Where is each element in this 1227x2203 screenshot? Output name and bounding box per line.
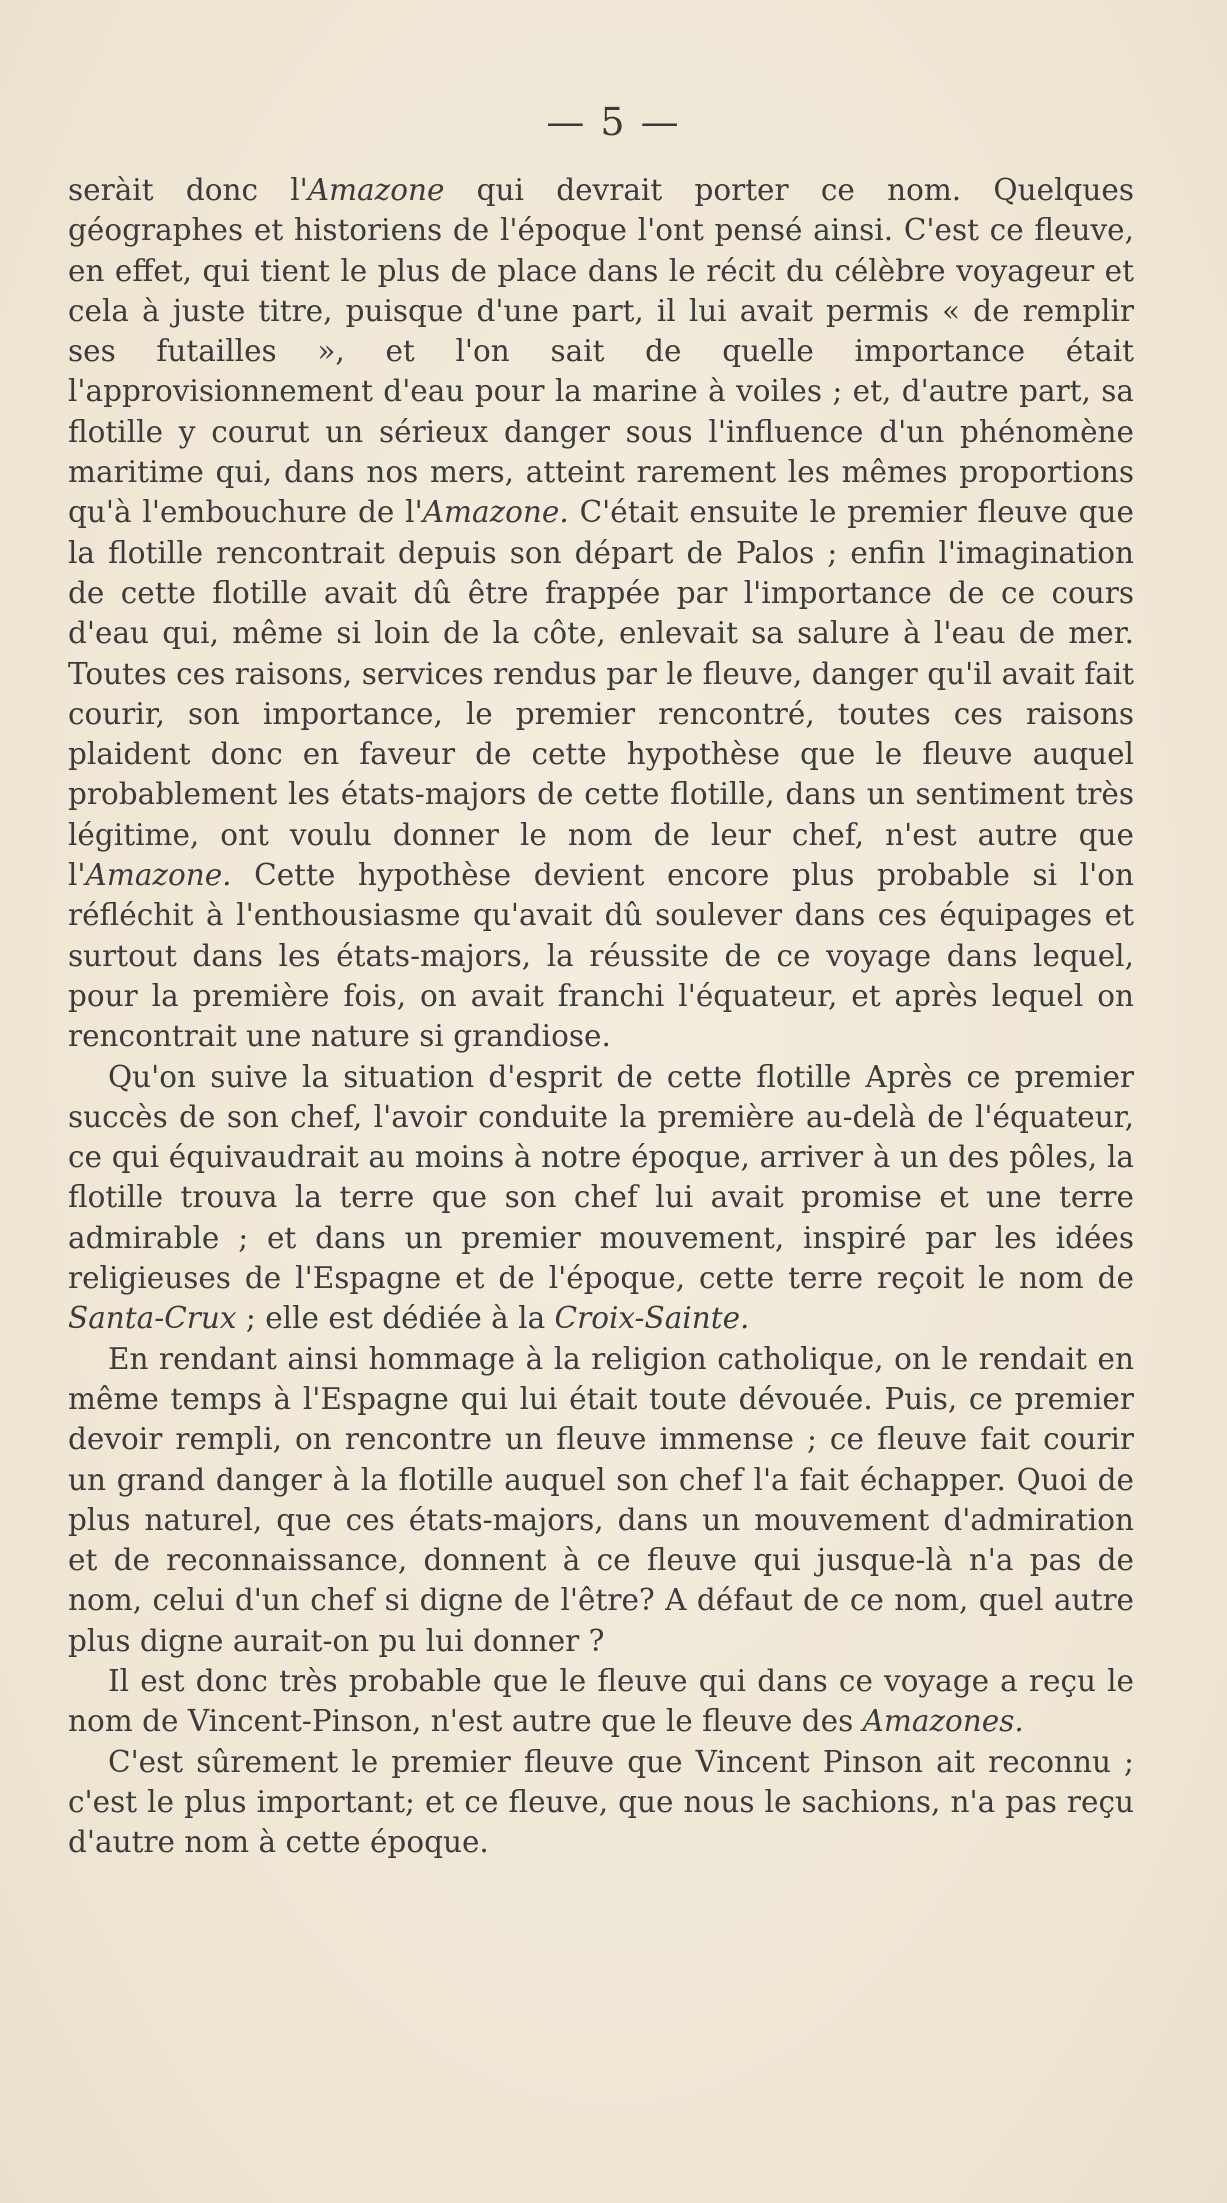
body-text (68, 170, 1134, 1862)
paragraph-3-segment-1: En rendant ainsi hommage à la religion catholique, on le rendait en même temps à l'Espagne qui lui était toute dévouée. Puis, ce premier devoir rempli, on rencontre un fleuve immense ; ce fleuve fait courir un grand danger à la flotille auquel son chef l'a fait échapper. Quoi de plus naturel, que ces états-majors, dans un mouvement d'admiration et de reconnaissance, donnent à ce fleuve qui jusque-là n'a pas de nom, celui d'un chef si digne de l'être? A défaut de ce nom, quel autre plus digne aurait-on pu lui donner ? (68, 1341, 1134, 1658)
paragraph-1-segment-3: qui devrait porter ce nom. Quelques géographes et historiens de l'époque l'ont pensé ainsi. C'est ce fleuve, en effet, qui tient le plus de place dans le récit du célèbre voyageur et cela à juste titre, puisque d'une part, il lui avait permis « de remplir ses futailles », et l'on sait de quelle importance était l'approvisionnement d'eau pour la marine à voiles ; et, d'autre part, sa flotille y courut un sérieux danger sous l'influence d'un phénomène maritime qui, dans nos mers, atteint rarement les mêmes proportions qu'à l'embouchure de l' (68, 173, 1134, 530)
paragraph-1-segment-1: seràit donc l' (68, 173, 308, 207)
paragraph-2 (68, 1057, 1134, 1339)
paragraph-1-segment-4: Amazone. (422, 495, 569, 530)
paragraph-2-segment-3: ; elle est dédiée à la (236, 1301, 555, 1336)
paragraph-4-segment-2: Amazones. (862, 1704, 1024, 1739)
paragraph-1-segment-5: C'était ensuite le premier fleuve que la flotille rencontrait depuis son départ de Palos ; enfin l'imagination de cette flotille avait dû être frappée par l'importance de ce cours d'eau qui, même si loin de la côte, enlevait sa salure à l'eau de mer. Toutes ces raisons, services rendus par le fleuve, danger qu'il avait fait courir, son importance, le premier rencontré, toutes ces raisons plaident donc en faveur de cette hypothèse que le fleuve auquel probablement les états-majors de cette flotille, dans un sentiment très légitime, ont voulu donner le nom de leur chef, n'est autre que l' (68, 495, 1134, 893)
paragraph-2-segment-2: Santa-Crux (68, 1301, 237, 1336)
paragraph-1 (68, 170, 1134, 1057)
paragraph-1-segment-6: Amazone. (85, 858, 232, 893)
page-number: — 5 — (546, 100, 681, 144)
paragraph-2-segment-4: Croix-Sainte. (554, 1301, 750, 1336)
paragraph-1-segment-7: Cette hypothèse devient encore plus probable si l'on réfléchit à l'enthousiasme qu'avait dû soulever dans ces équipages et surtout dans les états-majors, la réussite de ce voyage dans lequel, pour la première fois, on avait franchi l'équateur, et après lequel on rencontrait une nature si grandiose. (68, 858, 1134, 1054)
paragraph-4 (68, 1661, 1134, 1742)
paragraph-5-segment-1: C'est sûrement le premier fleuve que Vincent Pinson ait reconnu ; c'est le plus important; et ce fleuve, que nous le sachions, n'a pas reçu d'autre nom à cette époque. (68, 1744, 1134, 1860)
paragraph-1-segment-2: Amazone (307, 173, 445, 207)
paragraph-2-segment-1: Qu'on suive la situation d'esprit de cette flotille Après ce premier succès de son chef, l'avoir conduite la première au-delà de l'équateur, ce qui équivaudrait au moins à notre époque, arriver à un des pôles, la flotille trouva la terre que son chef lui avait promise et une terre admirable ; et dans un premier mouvement, inspiré par les idées religieuses de l'Espagne et de l'époque, cette terre reçoit le nom de (68, 1059, 1134, 1296)
paragraph-4-segment-1: Il est donc très probable que le fleuve qui dans ce voyage a reçu le nom de Vincent-Pinson, n'est autre que le fleuve des (68, 1663, 1134, 1739)
paragraph-3 (68, 1339, 1134, 1661)
paragraph-5 (68, 1742, 1134, 1863)
